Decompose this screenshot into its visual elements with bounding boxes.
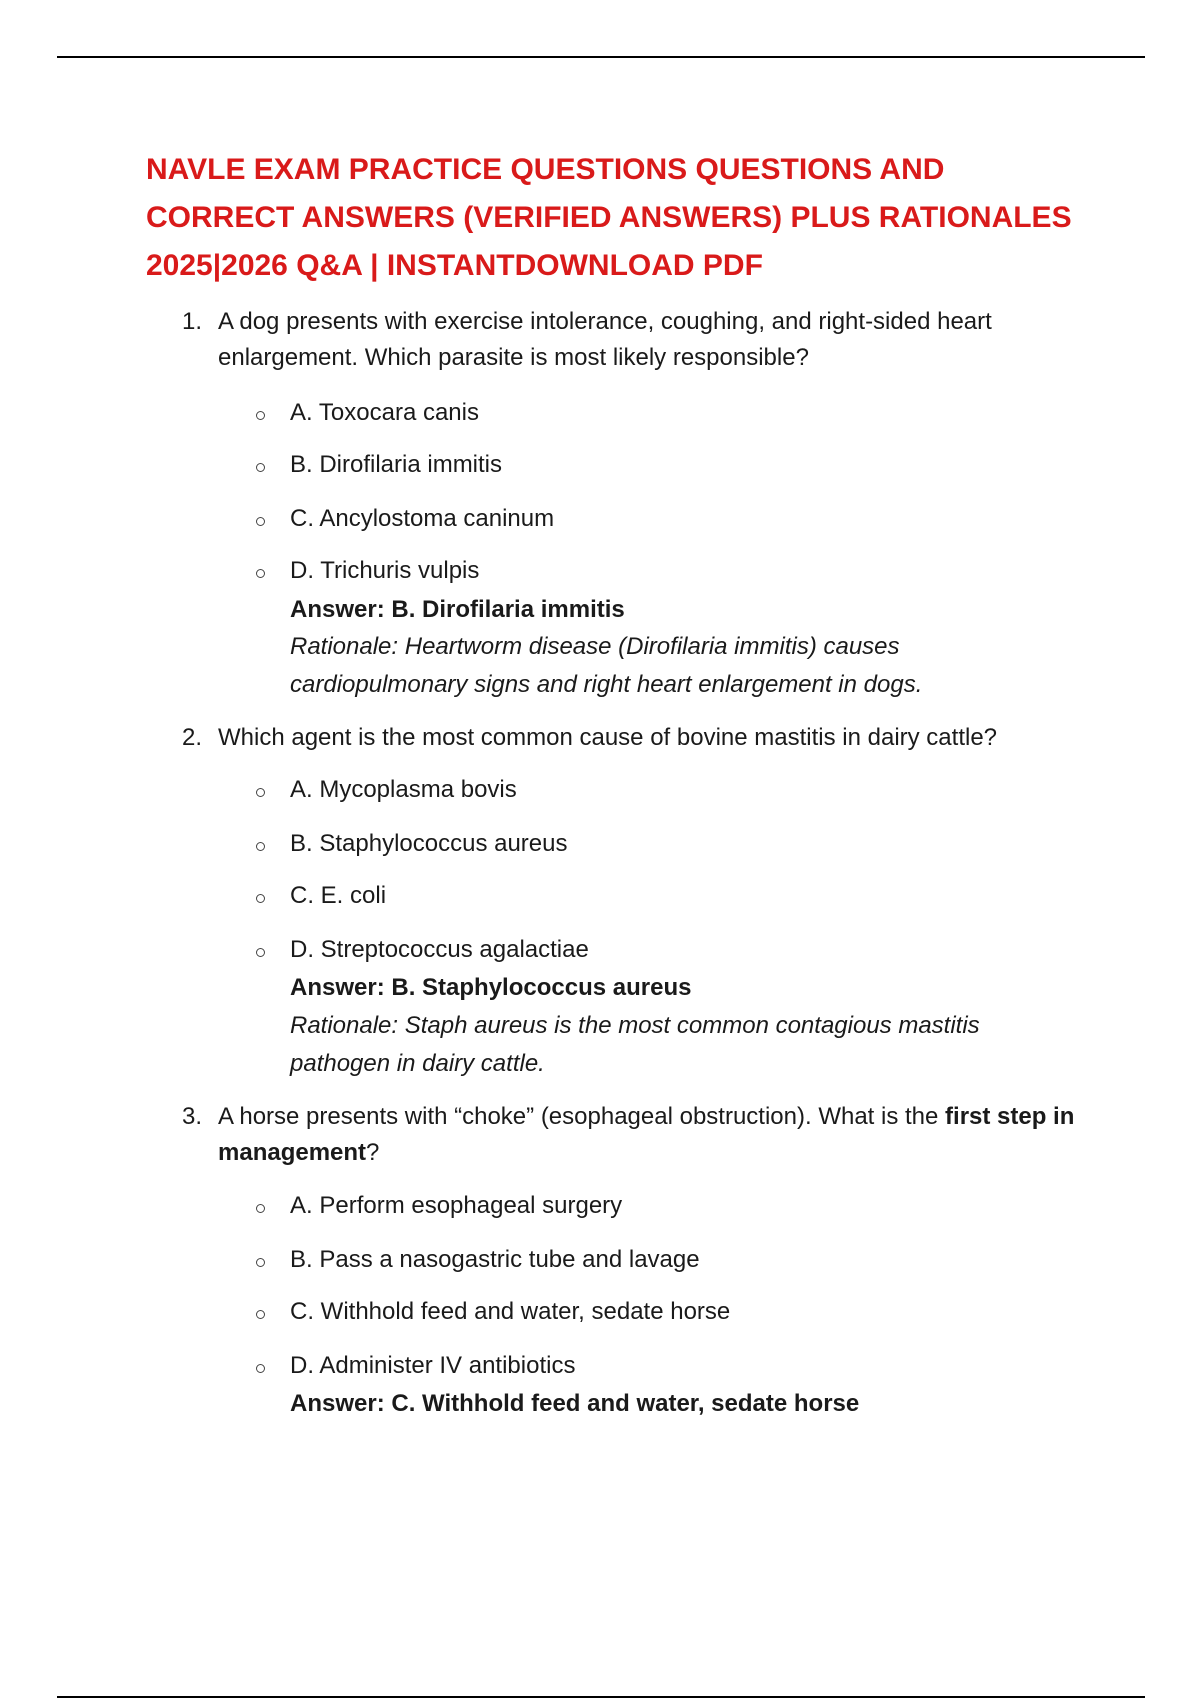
option-item: D. Administer IV antibiotics xyxy=(290,1352,576,1379)
answer: Answer: C. Withhold feed and water, sedate horse xyxy=(290,1390,860,1417)
option-item: D. Streptococcus agalactiae xyxy=(290,936,589,963)
bullet-icon xyxy=(256,1258,265,1267)
question-text xyxy=(218,1099,1082,1171)
option-item: B. Dirofilaria immitis xyxy=(290,451,503,478)
question-text-emphasis: first step in management xyxy=(218,1103,1075,1166)
question-number: 1. xyxy=(182,308,203,335)
bullet-icon xyxy=(256,842,265,851)
bullet-icon xyxy=(256,517,265,526)
question-2 xyxy=(182,720,1082,756)
bullet-icon xyxy=(256,463,265,472)
rationale: Rationale: Heartworm disease (Dirofilaria immitis) causes cardiopulmonary signs and right heart enlargement in dogs. xyxy=(290,633,923,698)
option-item: D. Trichuris vulpis xyxy=(290,557,480,584)
bullet-icon xyxy=(256,1310,265,1319)
answer: Answer: B. Dirofilaria immitis xyxy=(290,596,625,623)
header-rule xyxy=(57,56,1145,58)
option-item: C. Withhold feed and water, sedate horse xyxy=(290,1298,731,1325)
question-1 xyxy=(182,304,1082,376)
question-text-part: A horse presents with “choke” (esophageal obstruction). What is the xyxy=(218,1103,946,1130)
rationale: Rationale: Staph aureus is the most common contagious mastitis pathogen in dairy cattle. xyxy=(290,1012,980,1077)
option-item: C. E. coli xyxy=(290,882,387,909)
option-item: C. Ancylostoma caninum xyxy=(290,505,555,532)
bullet-icon xyxy=(256,1364,265,1373)
option-item: B. Staphylococcus aureus xyxy=(290,830,568,857)
question-text-part: ? xyxy=(366,1139,380,1166)
option-item: A. Mycoplasma bovis xyxy=(290,776,517,803)
bullet-icon xyxy=(256,569,265,578)
question-text: A dog presents with exercise intolerance, coughing, and right-sided heart enlargement. Which parasite is most likely responsible? xyxy=(218,308,992,371)
question-3 xyxy=(182,1099,1082,1171)
bullet-icon xyxy=(256,1204,265,1213)
footer-rule xyxy=(57,1696,1145,1698)
question-number: 2. xyxy=(182,724,203,751)
question-number: 3. xyxy=(182,1103,203,1130)
bullet-icon xyxy=(256,894,265,903)
document-title: NAVLE EXAM PRACTICE QUESTIONS QUESTIONS AND CORRECT ANSWERS (VERIFIED ANSWERS) PLUS RATIONALES 2025|2026 Q&A | INSTANTDOWNLOAD PDF xyxy=(146,153,1072,282)
bullet-icon xyxy=(256,411,265,420)
bullet-icon xyxy=(256,948,265,957)
option-item: A. Toxocara canis xyxy=(290,399,479,426)
option-item: A. Perform esophageal surgery xyxy=(290,1192,623,1219)
bullet-icon xyxy=(256,788,265,797)
option-item: B. Pass a nasogastric tube and lavage xyxy=(290,1246,700,1273)
question-text: Which agent is the most common cause of bovine mastitis in dairy cattle? xyxy=(218,724,998,751)
answer: Answer: B. Staphylococcus aureus xyxy=(290,974,692,1001)
